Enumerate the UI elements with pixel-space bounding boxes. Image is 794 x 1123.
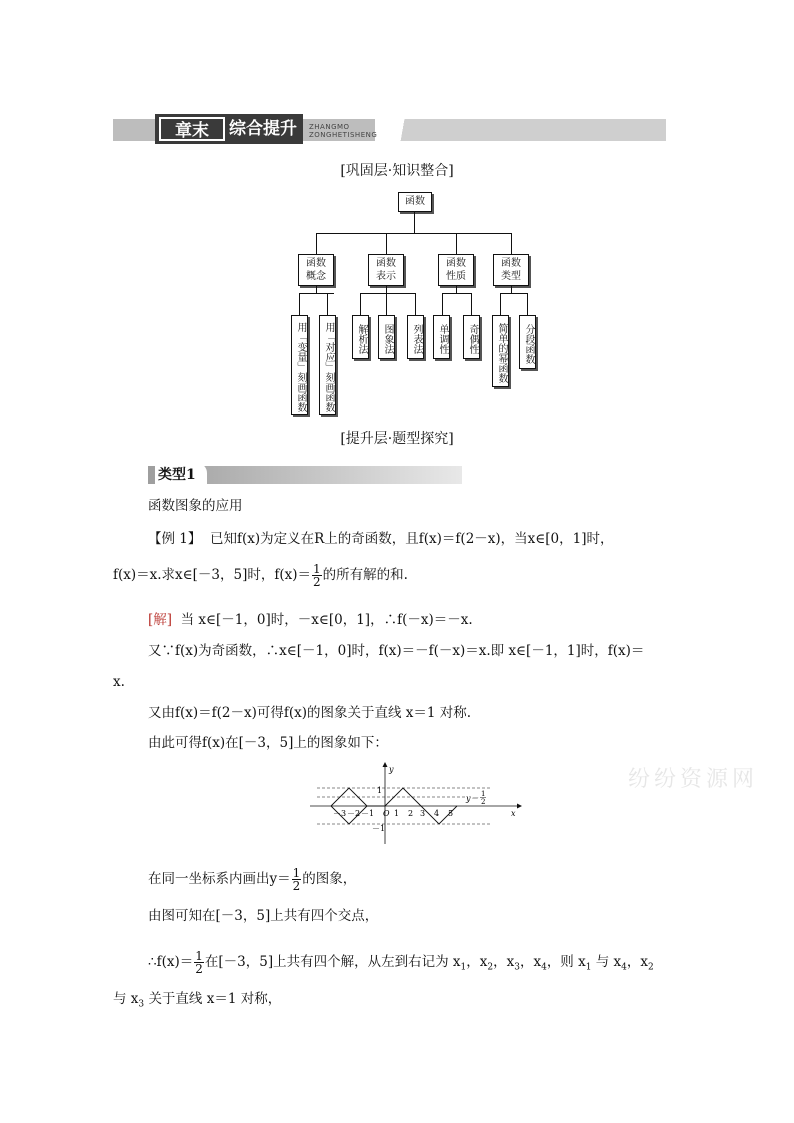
example-line-1: 【例 1】 已知f(x)为定义在R上的奇函数，且f(x)＝f(2－x)，当x∈[0，1]时， (148, 531, 614, 547)
banner-title: 综合提升 (229, 119, 297, 139)
svg-text:2: 2 (481, 798, 486, 806)
example-line-2: f(x)＝x.求x∈[－3，5]时，f(x)＝ $\frac{1}{2}$ 的所有解的和. (113, 562, 408, 589)
solution-line-2: 又∵f(x)为奇函数，∴x∈[－1，0]时，f(x)＝－f(－x)＝x.即 x∈[－1，1]时，f(x)＝ (148, 643, 645, 659)
tree-leaf-table: 列表法 (407, 315, 424, 359)
tree-node-type: 函数 类型 (493, 254, 529, 286)
solution-tag: [解] (148, 612, 173, 628)
tree-leaf-power-function: 简单的幂函数 (492, 315, 509, 387)
solution-line-7: ∴f(x)＝ $\frac{1}{2}$ 在[－3，5]上共有四个解，从左到右记为 $x_1$，$x_2$，$x_3$，$x_4$，则 $x_1$ 与 $x_4$，$x_2$ (148, 949, 654, 976)
tree-node-concept: 函数 概念 (298, 254, 334, 286)
y-tick-neg1: －1 (372, 824, 386, 833)
solution-line-4: 由此可得f(x)在[－3，5]上的图象如下： (148, 735, 388, 751)
tree-leaf-variable: 用「变量」刻画函数 (291, 315, 308, 415)
tree-leaf-correspondence: 用「对应」刻画函数 (319, 315, 336, 415)
solution-line-2b: x. (113, 674, 125, 690)
solution-line-8: 与 $x_3$ 关于直线 x＝1 对称， (113, 991, 282, 1010)
solution-line-1: [解] 当 x∈[－1，0]时，－x∈[0，1]，∴f(－x)＝－x. (148, 612, 473, 628)
chapter-banner (113, 118, 666, 142)
banner-subtitle: ZHANGMO ZONGHETISHENG (309, 123, 378, 139)
tree-leaf-parity: 奇偶性 (463, 315, 480, 359)
solution-line-6: 由图可知在[－3，5]上共有四个交点， (148, 908, 379, 924)
x-tick: 4 (434, 809, 440, 818)
solution-line-3: 又由f(x)＝f(2－x)可得f(x)的图象关于直线 x＝1 对称. (148, 705, 472, 721)
x-tick: －1 (361, 809, 375, 818)
tree-node-representation: 函数 表示 (368, 254, 404, 286)
tree-root: 函数 (398, 192, 432, 212)
x-tick: O (383, 809, 390, 818)
x-tick: －2 (347, 809, 361, 818)
watermark: 纷纷资源网 (628, 767, 759, 792)
tree-leaf-graph: 图象法 (378, 315, 395, 359)
banner-badge: 章末 (159, 117, 225, 141)
x-tick: 5 (448, 809, 454, 818)
type-header-label: 类型1 (158, 467, 196, 483)
y-tick-1: 1 (377, 786, 383, 795)
tree-leaf-monotonic: 单调性 (433, 315, 450, 359)
tree-node-property: 函数 性质 (438, 254, 474, 286)
y-axis-label: y (389, 765, 394, 774)
x-tick: －3 (333, 809, 347, 818)
tree-leaf-analytic: 解析法 (352, 315, 369, 359)
fraction-half: $\frac{1}{2}$ (313, 562, 321, 589)
solution-line-5: 在同一坐标系内画出y＝ $\frac{1}{2}$ 的图象， (148, 866, 357, 893)
x-tick: 1 (394, 809, 400, 818)
section-label-consolidate: [巩固层·知识整合] (340, 163, 454, 179)
section-label-improve: [提升层·题型探究] (340, 431, 454, 447)
x-axis-label: x (511, 809, 516, 818)
svg-text:1: 1 (481, 790, 486, 798)
line-label: y＝ (466, 794, 479, 803)
function-graph (305, 760, 525, 845)
example-tag: 【例 1】 (148, 531, 202, 547)
tree-leaf-piecewise: 分段函数 (519, 315, 536, 369)
x-tick: 2 (408, 809, 414, 818)
x-tick: 3 (420, 809, 426, 818)
type-title: 函数图象的应用 (148, 498, 243, 514)
